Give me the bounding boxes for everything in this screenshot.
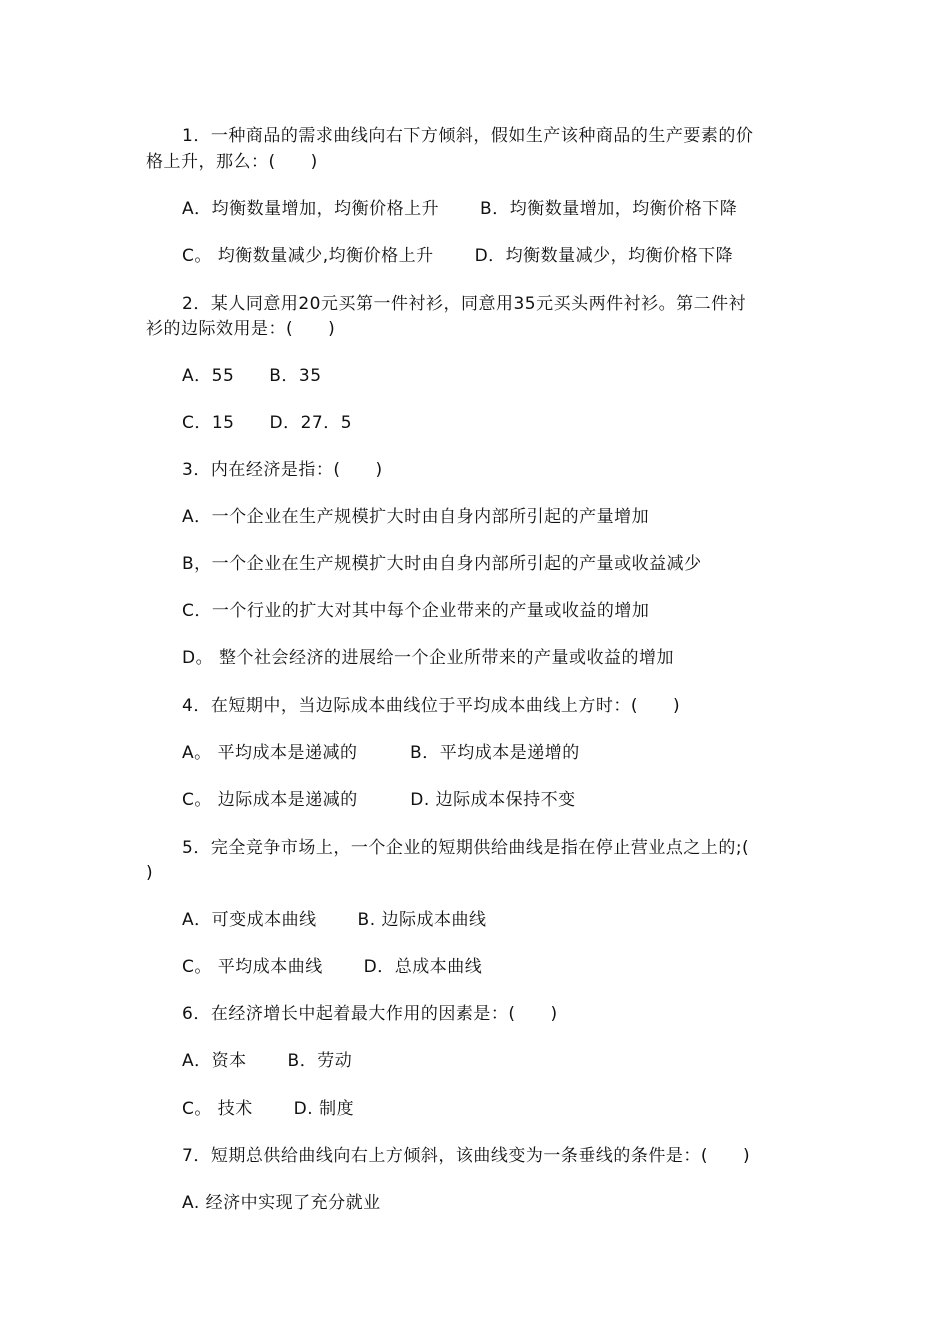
question-1-options-cd: C。 均衡数量减少,均衡价格上升 D．均衡数量减少，均衡价格下降	[182, 246, 734, 266]
question-4-options-cd: C。 边际成本是递减的 D. 边际成本保持不变	[182, 790, 576, 810]
question-4-stem: 4．在短期中，当边际成本曲线位于平均成本曲线上方时：( )	[182, 696, 681, 716]
question-6-options-ab: A．资本 B．劳动	[182, 1051, 353, 1071]
question-3-option-b: B，一个企业在生产规模扩大时由自身内部所引起的产量或收益减少	[182, 554, 702, 574]
question-1-options-ab: A．均衡数量增加，均衡价格上升 B．均衡数量增加，均衡价格下降	[182, 199, 738, 219]
question-3-option-a: A．一个企业在生产规模扩大时由自身内部所引起的产量增加	[182, 507, 650, 527]
question-3-stem: 3．内在经济是指：( )	[182, 460, 383, 480]
question-2-stem-cont: 衫的边际效用是：( )	[146, 319, 336, 339]
question-4-options-ab: A。 平均成本是递减的 B．平均成本是递增的	[182, 743, 580, 763]
question-3-option-c: C．一个行业的扩大对其中每个企业带来的产量或收益的增加	[182, 601, 650, 621]
question-5-stem: 5．完全竞争市场上，一个企业的短期供给曲线是指在停止营业点之上的;(	[182, 838, 750, 858]
question-2-stem: 2．某人同意用20元买第一件衬衫，同意用35元买头两件衬衫。第二件衬	[182, 294, 747, 314]
question-7-stem: 7．短期总供给曲线向右上方倾斜，该曲线变为一条垂线的条件是：( )	[182, 1146, 751, 1166]
question-5-options-cd: C。 平均成本曲线 D．总成本曲线	[182, 957, 483, 977]
question-6-stem: 6．在经济增长中起着最大作用的因素是：( )	[182, 1004, 558, 1024]
question-2-options-cd: C．15 D．27．5	[182, 413, 353, 433]
question-1-stem-cont: 格上升，那么：( )	[146, 152, 318, 172]
question-7-option-a: A. 经济中实现了充分就业	[182, 1193, 381, 1213]
question-1-stem: 1．一种商品的需求曲线向右下方倾斜，假如生产该种商品的生产要素的价	[182, 126, 754, 146]
question-5-options-ab: A．可变成本曲线 B. 边际成本曲线	[182, 910, 487, 930]
question-2-options-ab: A．55 B．35	[182, 366, 322, 386]
question-5-stem-cont: )	[146, 863, 154, 883]
question-3-option-d: D。 整个社会经济的进展给一个企业所带来的产量或收益的增加	[182, 648, 674, 668]
question-6-options-cd: C。 技术 D. 制度	[182, 1099, 355, 1119]
